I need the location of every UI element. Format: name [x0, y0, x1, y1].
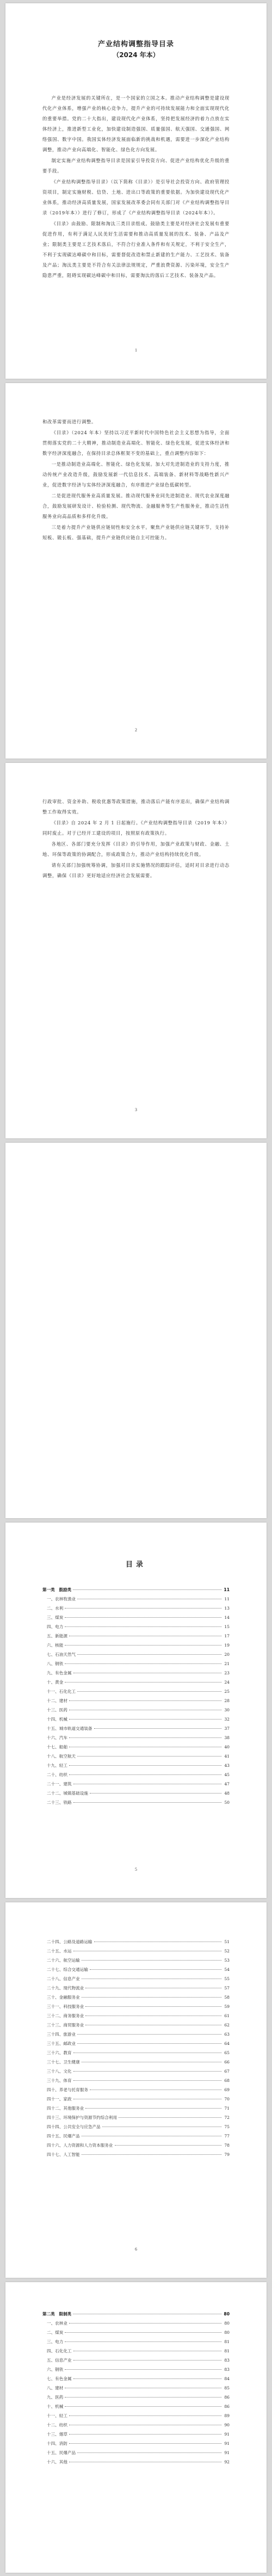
toc-entry-label: 十三、医药 — [47, 1708, 67, 1712]
toc-entry[interactable] — [42, 2067, 230, 2076]
toc-entry-label: 第一类 鼓励类 — [42, 1587, 72, 1592]
toc-entry[interactable] — [42, 2030, 230, 2039]
paragraph: 和改革需要而进行调整。 — [42, 419, 96, 424]
toc-entry-label: 十四、消防 — [47, 2441, 67, 2446]
toc-entry-label: 九、有色金属 — [47, 1671, 72, 1675]
toc-entry-label: 三、煤炭 — [47, 1615, 64, 1620]
toc-entry-page: 62 — [224, 2023, 230, 2027]
toc-entry-page: 89 — [224, 2413, 230, 2418]
toc-title: 目录 — [125, 1561, 146, 1569]
toc-entry-label: 二十四、公路及道路运输 — [47, 1939, 92, 1944]
toc-entry[interactable] — [42, 1779, 230, 1789]
toc-entry[interactable] — [42, 2039, 230, 2048]
toc-entry[interactable] — [42, 2365, 230, 2374]
toc-entry-label: 二十八、信息产业 — [47, 1976, 80, 1981]
toc-entry[interactable] — [42, 1641, 230, 1650]
toc-entry[interactable] — [42, 2393, 230, 2402]
toc-entry-label: 十六、其他 — [47, 2460, 67, 2464]
toc-entry[interactable] — [42, 2448, 230, 2457]
toc-entry-label: 十六、汽车 — [47, 1735, 67, 1740]
paragraph: 产业是经济发展的关键所在，是一个国家的立国之本。推动产业结构调整是建设现代化产业体系，增强产业的核心竞争力，提升产业的可持续发展能力和全面实现现代化的重要举措。党的二十大指出，建设现代化产业体系，坚持把发展经济的着力点放在实体经济上，推进新型工业化，加快建设制造强国、质量强国、航天强国、交通强国、网络强国、数字中国。我国实体经济发展面临新的挑战和机遇，需要进一步深化产业结构调整，推动产业向高端化、智能化、绿色化方向发展。 — [42, 95, 230, 152]
toc-entry[interactable] — [42, 1659, 230, 1668]
toc-entry-page: 92 — [224, 2460, 230, 2464]
toc-entry-label: 九、医药 — [47, 2395, 64, 2400]
paragraph: 各地区、各部门要充分发挥《目录》的引导作用，加强产业政策与财政、金融、土地、环保等政策的协调配合，形成政策合力，推动产业结构持续优化升级。 — [42, 841, 230, 857]
toc-entry[interactable] — [42, 2402, 230, 2411]
toc-dot-leader — [69, 1719, 221, 1720]
paragraph: 《目录》（2024 年本）坚持以习近平新时代中国特色社会主义思想为指导，全面贯彻落实党的二十大精神，推动制造业高端化、智能化、绿色化发展，促进实体经济和数字经济深度融合，在保持目录总体框架不变的基础上，重点调整内容如下： — [42, 430, 230, 456]
toc-entry-label: 四十六、人力资源和人力资本服务业 — [47, 2143, 113, 2148]
toc-entry-label: 四、电力 — [47, 1624, 64, 1629]
toc-entry[interactable] — [42, 1761, 230, 1770]
toc-entry-label: 三十三、商贸服务业 — [47, 2023, 84, 2027]
toc-dot-leader — [82, 1997, 221, 1998]
toc-entry[interactable] — [42, 1789, 230, 1798]
toc-entry[interactable] — [42, 1696, 230, 1705]
toc-entry-label: 三十五、邮政业 — [47, 2041, 76, 2046]
toc-entry-label: 十四、机械 — [47, 1717, 67, 1722]
toc-dot-leader — [65, 1645, 221, 1646]
toc-dot-leader — [69, 2434, 221, 2435]
toc-entry-label: 十五、城市轨道交通装备 — [47, 1726, 92, 1731]
toc-entry-label: 三十二、商务服务业 — [47, 2013, 84, 2018]
toc-entry[interactable] — [42, 1650, 230, 1659]
toc-entry[interactable] — [42, 1604, 230, 1613]
toc-dot-leader — [85, 2108, 221, 2109]
toc-entry-label: 四十七、人工智能 — [47, 2152, 80, 2157]
toc-entry-label: 十五、民爆产品 — [47, 2450, 76, 2455]
toc-chapter-entry[interactable] — [42, 1585, 230, 1594]
toc-entry-page: 77 — [224, 2134, 230, 2139]
toc-dot-leader — [73, 2378, 221, 2379]
toc-entry-page: 83 — [224, 2367, 230, 2372]
page-number: 2 — [135, 728, 137, 732]
document-page-1 — [5, 3, 267, 379]
toc-entry-page: 86 — [224, 2404, 230, 2409]
toc-entry[interactable] — [42, 1993, 230, 2002]
toc-entry[interactable] — [42, 2319, 230, 2328]
toc-entry-page: 30 — [224, 1708, 230, 1712]
toc-entry[interactable] — [42, 2011, 230, 2020]
toc-entry-page: 19 — [224, 1643, 230, 1648]
toc-dot-leader — [69, 1700, 221, 1701]
toc-entry[interactable] — [42, 1678, 230, 1687]
paragraph: 《产业结构调整指导目录》（以下简称《目录》）是引导社会投资方向、政府管理投资项目，制定实施财税、信贷、土地、进出口等政策的重要依据。为加快建设现代化产业体系，推动经济高质量发展，国家发展改革委会同有关部门对《产业结构调整指导目录（2019年本）》进行了修订，形成了《产业结构调整指导目录（2024年本）》。 — [42, 179, 230, 215]
toc-entry-label: 三、电力 — [47, 2339, 64, 2344]
toc-dot-leader — [90, 1793, 221, 1794]
toc-entry-label: 三十七、卫生健康 — [47, 2060, 80, 2065]
toc-entry-page: 13 — [224, 1606, 230, 1611]
toc-list — [42, 1585, 230, 1807]
paragraph: 三是着力提升产业链供应链韧性和安全水平。聚焦产业链供应链关键环节，支持补短板、锻长板、强基础，提升产业链供应链自主可控能力。 — [42, 525, 230, 540]
toc-entry-label: 四十二、其他服务业 — [47, 2106, 84, 2111]
toc-dot-leader — [90, 1969, 221, 1970]
page-number: 3 — [135, 1107, 137, 1112]
toc-entry[interactable] — [42, 1946, 230, 1956]
toc-entry-label: 十、机械 — [47, 2404, 64, 2409]
document-title: 产业结构调整指导目录 — [97, 40, 174, 48]
toc-list — [42, 2309, 230, 2467]
toc-page-1 — [5, 1523, 267, 1898]
toc-entry-page: 81 — [224, 2349, 230, 2353]
toc-entry-page: 14 — [224, 1615, 230, 1620]
toc-dot-leader — [73, 2071, 221, 2072]
toc-entry[interactable] — [42, 1613, 230, 1622]
document-subtitle: （2024 年本） — [113, 51, 159, 59]
toc-dot-leader — [69, 1774, 221, 1775]
toc-entry-page: 54 — [224, 1967, 230, 1972]
toc-entry-page: 38 — [224, 1735, 230, 1740]
toc-entry[interactable] — [42, 2131, 230, 2141]
toc-entry[interactable] — [42, 1687, 230, 1696]
toc-entry-page: 40 — [224, 1745, 230, 1749]
toc-entry-label: 十三、烟草 — [47, 2432, 67, 2437]
toc-entry[interactable] — [42, 2383, 230, 2393]
toc-entry[interactable] — [42, 2057, 230, 2067]
toc-dot-leader — [73, 1589, 221, 1590]
toc-dot-leader — [65, 2332, 221, 2333]
toc-entry-label: 三十六、教育 — [47, 2050, 72, 2055]
toc-entry-page: 80 — [224, 2330, 230, 2335]
toc-entry-page: 80 — [224, 2321, 230, 2326]
toc-entry[interactable] — [42, 2430, 230, 2439]
toc-entry[interactable] — [42, 2002, 230, 2011]
toc-entry-page: 81 — [224, 2339, 230, 2344]
toc-entry-page: 32 — [224, 1717, 230, 1722]
toc-entry-label: 四十三、环境保护与资源节约综合利用 — [47, 2115, 118, 2120]
toc-entry-label: 二十二、城镇基础设施 — [47, 1791, 88, 1796]
paragraph: 制定实施产业结构调整指导目录是国家引导投资方向、促进产业结构优化升级的重要手段。 — [42, 158, 230, 174]
toc-dot-leader — [77, 2043, 221, 2044]
toc-entry-page: 59 — [224, 2004, 230, 2009]
toc-entry-page: 67 — [224, 2069, 230, 2074]
toc-entry-page: 70 — [224, 2097, 230, 2102]
toc-entry-page: 58 — [224, 1995, 230, 2000]
toc-entry[interactable] — [42, 1631, 230, 1641]
toc-entry[interactable] — [42, 1956, 230, 1965]
toc-entry-page: 47 — [224, 1782, 230, 1786]
toc-entry-label: 四十五、民爆产品 — [47, 2134, 80, 2139]
toc-dot-leader — [69, 2415, 221, 2416]
toc-entry-page: 11 — [224, 1597, 230, 1601]
toc-dot-leader — [82, 2154, 221, 2155]
toc-entry[interactable] — [42, 2094, 230, 2104]
toc-entry-page: 24 — [224, 1680, 230, 1685]
toc-entry-page: 11 — [224, 1587, 230, 1592]
toc-entry-page: 85 — [224, 2386, 230, 2390]
toc-entry[interactable] — [42, 2141, 230, 2150]
toc-entry-page: 50 — [224, 1800, 230, 1805]
toc-dot-leader — [65, 1626, 221, 1627]
toc-entry-page: 84 — [224, 2376, 230, 2381]
toc-page-3 — [5, 2282, 267, 2573]
toc-entry[interactable] — [42, 1798, 230, 1807]
toc-dot-leader — [73, 2360, 221, 2361]
paragraph: 行政审批、资金补助、税收优惠等政策措施，推动落后产能有序退出，确保产业结构调整工作取得实效。 — [42, 799, 230, 815]
toc-entry-page: 72 — [224, 2115, 230, 2120]
toc-entry-label: 十、黄金 — [47, 1680, 64, 1685]
toc-entry-page: 55 — [224, 1976, 230, 1981]
toc-entry-label: 三十八、文化 — [47, 2069, 72, 2074]
toc-entry-page: 51 — [224, 1939, 230, 1944]
toc-entry-page: 91 — [224, 2432, 230, 2437]
toc-dot-leader — [69, 2323, 221, 2324]
toc-dot-leader — [73, 2080, 221, 2081]
toc-entry-label: 二十一、建筑 — [47, 1782, 72, 1786]
document-page-4 — [5, 1143, 267, 1518]
page-number: 6 — [135, 2247, 137, 2252]
toc-entry-label: 十二、建材 — [47, 1698, 67, 1703]
toc-dot-leader — [65, 2341, 221, 2342]
toc-dot-leader — [69, 1737, 221, 1738]
toc-entry-label: 三十四、旅游业 — [47, 2032, 76, 2037]
toc-entry-page: 52 — [224, 1949, 230, 1953]
toc-entry[interactable] — [42, 1705, 230, 1715]
toc-entry-label: 十八、航空航天 — [47, 1754, 76, 1759]
toc-entry-label: 二十六、航空运输 — [47, 1958, 80, 1963]
toc-entry[interactable] — [42, 1742, 230, 1752]
toc-entry[interactable] — [42, 2048, 230, 2057]
toc-dot-leader — [73, 1802, 221, 1803]
toc-entry[interactable] — [42, 2104, 230, 2113]
toc-entry-label: 三十一、科技服务业 — [47, 2004, 84, 2009]
toc-entry-page: 43 — [224, 1763, 230, 1768]
toc-dot-leader — [77, 1654, 221, 1655]
toc-dot-leader — [82, 1960, 221, 1961]
toc-dot-leader — [115, 2145, 222, 2146]
toc-dot-leader — [77, 2452, 221, 2453]
paragraph: 《目录》自 2024 年 2 月 1 日起施行。《产业结构调整指导目录（2019 年本）》同时废止。对于已经开工建设的项目，按照原有政策执行。 — [42, 820, 230, 836]
toc-entry-page: 15 — [224, 1624, 230, 1629]
toc-entry[interactable] — [42, 2337, 230, 2346]
toc-entry-page: 25 — [224, 1689, 230, 1694]
toc-entry[interactable] — [42, 1983, 230, 1993]
paragraph: 二是促进现代服务业高质量发展。推动现代服务业同先进制造业、现代农业深度融合，鼓励发展研发设计、检验检测、现代物流、金融服务等生产性服务业，推动生活性服务业向高品质和多样化升级。 — [42, 493, 230, 519]
document-page-3 — [5, 763, 267, 1138]
toc-entry[interactable] — [42, 1724, 230, 1733]
toc-entry-page: 48 — [224, 1791, 230, 1796]
toc-dot-leader — [65, 2397, 221, 2398]
toc-entry-page: 80 — [224, 2312, 230, 2316]
toc-entry[interactable] — [42, 1594, 230, 1604]
toc-entry-label: 三十九、体育 — [47, 2078, 72, 2083]
toc-dot-leader — [77, 1756, 221, 1757]
toc-entry-page: 23 — [224, 1671, 230, 1675]
toc-entry-page: 41 — [224, 1754, 230, 1759]
toc-entry[interactable] — [42, 2020, 230, 2030]
toc-entry-label: 五、信息产业 — [47, 2358, 72, 2363]
toc-entry-label: 一、农林牧渔业 — [47, 1597, 76, 1601]
toc-entry[interactable] — [42, 1715, 230, 1724]
toc-dot-leader — [94, 1728, 221, 1729]
toc-entry-label: 四十、养老与托育服务 — [47, 2087, 88, 2092]
toc-entry[interactable] — [42, 1733, 230, 1742]
toc-entry-page: 20 — [224, 1652, 230, 1657]
toc-entry[interactable] — [42, 2420, 230, 2430]
toc-entry-page: 64 — [224, 2041, 230, 2046]
toc-entry[interactable] — [42, 1965, 230, 1974]
toc-dot-leader — [65, 2369, 221, 2370]
page-number: 5 — [135, 1867, 137, 1872]
toc-entry-label: 六、钢铁 — [47, 2367, 64, 2372]
toc-entry-label: 八、钢铁 — [47, 1661, 64, 1666]
toc-entry-page: 68 — [224, 2078, 230, 2083]
toc-entry[interactable] — [42, 2457, 230, 2467]
toc-entry-label: 十一、石化化工 — [47, 1689, 76, 1694]
toc-entry-label: 七、有色金属 — [47, 2376, 72, 2381]
toc-entry-page: 86 — [224, 2395, 230, 2400]
paragraph: 《目录》由鼓励、限制和淘汰三类目录组成。鼓励类主要是对经济社会发展有重要促进作用，有利于满足人民美好生活需要和推动高质量发展的技术、装备、产品及产业；限制类主要是工艺技术落后，不符合行业准入条件和有关规定，不利于安全生产，不利于实现碳达峰碳中和目标，需要督促改造和禁止新建的生产能力、工艺技术、装备及产品；淘汰类主要是不符合有关法律法规规定，严重浪费资源、污染环境，安全生产隐患严重，阻碍实现碳达峰碳中和目标，需要淘汰的落后工艺技术、装备及产品。 — [42, 221, 230, 278]
toc-entry-page: 37 — [224, 1726, 230, 1731]
toc-entry[interactable] — [42, 1770, 230, 1779]
toc-entry-label: 八、建材 — [47, 2386, 64, 2390]
paragraph: 一是推动制造业高端化、智能化、绿色化发展。加大对先进制造业的支持力度，推动传统产业改造升级，鼓励发展新一代信息技术、高端装备、新材料等战略性新兴产业，促进数字经济与实体经济深度融合，有序推进产业绿色低碳转型。 — [42, 461, 230, 488]
toc-entry[interactable] — [42, 1752, 230, 1761]
toc-entry-page: 53 — [224, 1958, 230, 1963]
toc-entry-page: 90 — [224, 2423, 230, 2427]
toc-entry-label: 七、石油天然气 — [47, 1652, 76, 1657]
toc-entry-page: 83 — [224, 2358, 230, 2363]
toc-entry-label: 二、水利 — [47, 1606, 64, 1611]
toc-entry[interactable] — [42, 2356, 230, 2365]
toc-entry-page: 28 — [224, 1698, 230, 1703]
toc-entry-label: 四十四、公共安全与应急产品 — [47, 2124, 101, 2129]
toc-entry-label: 二十、纺织 — [47, 1772, 67, 1777]
toc-entry-page: 45 — [224, 1772, 230, 1777]
toc-chapter-entry[interactable] — [42, 2309, 230, 2319]
toc-dot-leader — [77, 2034, 221, 2035]
toc-entry-label: 十九、轻工 — [47, 1763, 67, 1768]
toc-entry[interactable] — [42, 2328, 230, 2337]
page-number: 1 — [135, 348, 137, 353]
toc-entry-page: 63 — [224, 2032, 230, 2037]
toc-dot-leader — [119, 2117, 221, 2118]
toc-entry[interactable] — [42, 2122, 230, 2131]
toc-page-2 — [5, 1902, 267, 2278]
toc-dot-leader — [69, 1765, 221, 1766]
toc-dot-leader — [65, 1608, 221, 1609]
toc-entry[interactable] — [42, 1937, 230, 1946]
toc-entry[interactable] — [42, 1668, 230, 1678]
toc-dot-leader — [65, 1663, 221, 1664]
toc-entry-page: 69 — [224, 2087, 230, 2092]
toc-dot-leader — [65, 2406, 221, 2407]
toc-entry-page: 91 — [224, 2450, 230, 2455]
toc-entry-label: 二十三、铁路 — [47, 1800, 72, 1805]
toc-entry-page: 17 — [224, 1634, 230, 1638]
toc-entry-label: 第二类 限制类 — [42, 2312, 72, 2316]
toc-entry-page: 61 — [224, 2013, 230, 2018]
toc-entry-page: 91 — [224, 2441, 230, 2446]
toc-dot-leader — [65, 1617, 221, 1618]
toc-entry-label: 六、核能 — [47, 1643, 64, 1648]
toc-entry-page: 21 — [224, 1661, 230, 1666]
toc-entry-label: 三十、金融服务业 — [47, 1995, 80, 2000]
toc-entry-label: 十二、纺织 — [47, 2423, 67, 2427]
toc-entry-label: 四、石化化工 — [47, 2349, 72, 2353]
toc-entry-page: 75 — [224, 2124, 230, 2129]
toc-entry[interactable] — [42, 2150, 230, 2159]
toc-entry[interactable] — [42, 2085, 230, 2094]
paragraph: 请有关部门加强统筹协调，加强对目录实施情况的跟踪评估，适时对目录进行动态调整，确保《目录》更好地适应经济社会发展需要。 — [42, 862, 230, 878]
toc-entry[interactable] — [42, 2411, 230, 2420]
toc-entry[interactable] — [42, 1974, 230, 1983]
toc-entry[interactable] — [42, 2113, 230, 2122]
toc-dot-leader — [69, 2443, 221, 2444]
toc-entry-page: 57 — [224, 1986, 230, 1990]
toc-list — [42, 1937, 230, 2159]
toc-entry-label: 十一、轻工 — [47, 2413, 67, 2418]
toc-entry[interactable] — [42, 2346, 230, 2356]
toc-entry[interactable] — [42, 2076, 230, 2085]
toc-entry-label: 二、煤炭 — [47, 2330, 64, 2335]
toc-entry-label: 四十一、家政 — [47, 2097, 72, 2102]
toc-entry-label: 二十九、现代物流业 — [47, 1986, 84, 1990]
toc-dot-leader — [77, 1691, 221, 1692]
toc-entry-label: 二十五、水运 — [47, 1949, 72, 1953]
toc-entry-page: 78 — [224, 2143, 230, 2148]
toc-entry-page: 66 — [224, 2060, 230, 2065]
toc-entry-label: 二十七、综合交通运输 — [47, 1967, 88, 1972]
toc-entry-label: 一、农林业 — [47, 2321, 67, 2326]
toc-entry-page: 71 — [224, 2106, 230, 2111]
toc-entry-label: 十七、船舶 — [47, 1745, 67, 1749]
toc-entry-page: 79 — [224, 2152, 230, 2157]
toc-entry[interactable] — [42, 2374, 230, 2383]
toc-entry[interactable] — [42, 1622, 230, 1631]
toc-dot-leader — [65, 1682, 221, 1683]
toc-entry-label: 五、新能源 — [47, 1634, 67, 1638]
toc-entry[interactable] — [42, 2439, 230, 2448]
toc-entry-page: 65 — [224, 2050, 230, 2055]
toc-dot-leader — [85, 2006, 221, 2007]
document-page-2 — [5, 383, 267, 759]
